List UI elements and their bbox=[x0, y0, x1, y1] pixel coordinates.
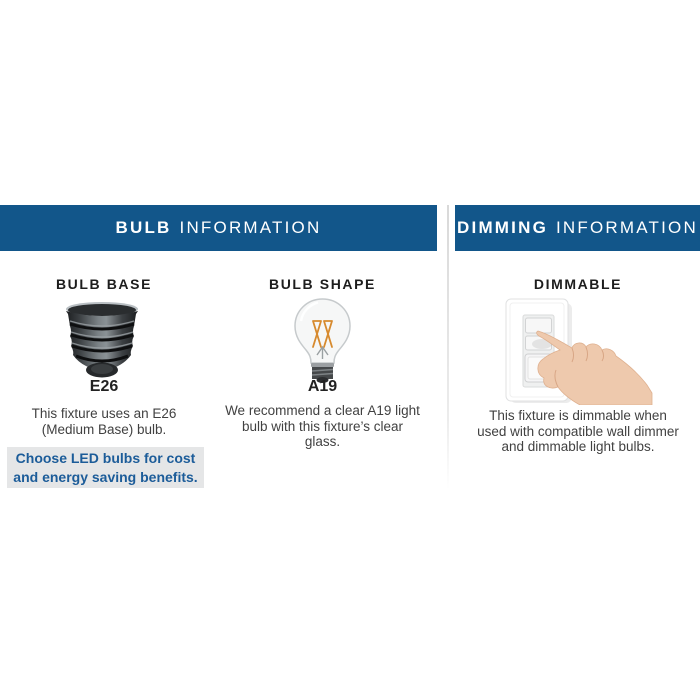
bulb-information-header-bar bbox=[0, 205, 437, 251]
bulb-header-rest-text: INFORMATION bbox=[179, 218, 322, 237]
a19-bulb-illustration bbox=[286, 297, 359, 388]
led-tip-note-line1: Choose LED bulbs for cost bbox=[15, 449, 196, 466]
dimmable-description bbox=[458, 408, 698, 455]
dimming-header-rest-text: INFORMATION bbox=[556, 218, 698, 237]
dimming-header-bold-text: DIMMING bbox=[457, 218, 548, 237]
bulb-header-bold-text: BULB bbox=[115, 218, 172, 237]
dimmable-description-line3: and dimmable light bulbs. bbox=[501, 439, 655, 454]
bulb-base-description-line1: This fixture uses an E26 bbox=[31, 406, 177, 421]
e26-base-illustration bbox=[60, 300, 144, 383]
a19-label: A19 bbox=[307, 378, 338, 395]
bulb-base-description-line2: (Medium Base) bulb. bbox=[41, 421, 167, 437]
a19-bulb-icon bbox=[286, 297, 359, 383]
bulb-base-description bbox=[5, 406, 203, 437]
led-tip-note-line2: and energy saving benefits. bbox=[13, 468, 198, 485]
bulb-shape-description bbox=[225, 403, 420, 450]
dimmable-title: DIMMABLE bbox=[533, 276, 623, 292]
dimmer-switch-icon bbox=[500, 297, 656, 405]
bulb-shape-description-line1: We recommend a clear A19 light bbox=[225, 403, 420, 418]
e26-label: E26 bbox=[89, 378, 119, 395]
bulb-shape-description-line2: bulb with this fixture’s clear glass. bbox=[241, 418, 404, 449]
dimmable-description-line1: This fixture is dimmable when bbox=[489, 408, 667, 423]
bulb-shape-title: BULB SHAPE bbox=[268, 276, 376, 292]
led-tip-note bbox=[7, 447, 204, 488]
dimmable-description-line2: used with compatible wall dimmer bbox=[477, 423, 679, 439]
section-divider bbox=[447, 205, 449, 490]
dimming-information-header-bar bbox=[455, 205, 700, 251]
dimmer-switch-hand-illustration bbox=[500, 297, 656, 410]
e26-base-icon bbox=[60, 300, 144, 378]
bulb-base-title: BULB BASE bbox=[55, 276, 153, 292]
